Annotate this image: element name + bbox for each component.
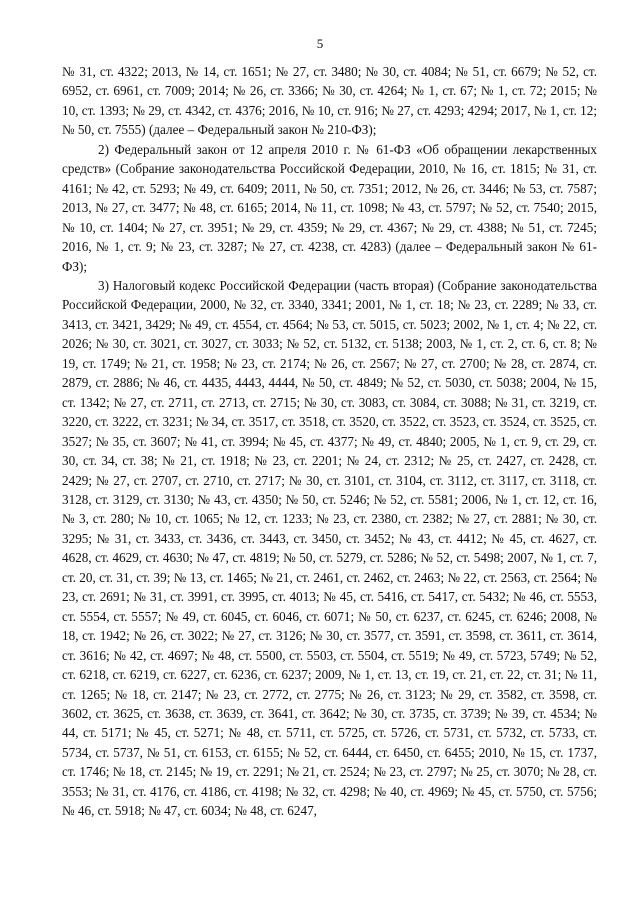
page-number: 5: [316, 36, 324, 51]
paragraph-item-2: 2) Федеральный закон от 12 апреля 2010 г. № 61-ФЗ «Об обращении лекарственных средств» (Собрание законодательства Российской Федерации, 2010, № 16, ст. 1815; № 31, ст. 4161; № 42, ст. 5293; № 49, ст. 6409; 2011, № 50, ст. 7351; 2012, № 26, ст. 3446; № 53, ст. 7587; 2013, № 27, ст. 3477; № 48, ст. 6165; 2014, № 11, ст. 1098; № 43, ст. 5797; № 52, ст. 7540; 2015, № 10, ст. 1404; № 27, ст. 3951; № 29, ст. 4359; № 29, ст. 4367; № 29, ст. 4388; № 51, ст. 7245; 2016, № 1, ст. 9; № 23, ст. 3287; № 27, ст. 4238, ст. 4283) (далее – Федеральный закон № 61-ФЗ);: [62, 141, 597, 274]
document-body: [62, 62, 597, 821]
paragraph-item-3: 3) Налоговый кодекс Российской Федерации (часть вторая) (Собрание законодательства Российской Федерации, 2000, № 32, ст. 3340, 3341; 2001, № 1, ст. 18; № 23, ст. 2289; № 33, ст. 3413, ст. 3421, 3429; № 49, ст. 4554, ст. 4564; № 53, ст. 5015, ст. 5023; 2002, № 1, ст. 4; № 22, ст. 2026; № 30, ст. 3021, ст. 3027, ст. 3033; № 52, ст. 5132, ст. 5138; 2003, № 1, ст. 2, ст. 6, ст. 8; № 19, ст. 1749; № 21, ст. 1958; № 23, ст. 2174; № 26, ст. 2567; № 27, ст. 2700; № 28, ст. 2874, ст. 2879, ст. 2886; № 46, ст. 4435, 4443, 4444, № 50, ст. 4849; № 52, ст. 5030, ст. 5038; 2004, № 15, ст. 1342; № 27, ст. 2711, ст. 2713, ст. 2715; № 30, ст. 3083, ст. 3084, ст. 3088; № 31, ст. 3219, ст. 3220, ст. 3222, ст. 3231; № 34, ст. 3517, ст. 3518, ст. 3520, ст. 3522, ст. 3523, ст. 3524, ст. 3525, ст. 3527; № 35, ст. 3607; № 41, ст. 3994; № 45, ст. 4377; № 49, ст. 4840; 2005, № 1, ст. 9, ст. 29, ст. 30, ст. 34, ст. 38; № 21, ст. 1918; № 23, ст. 2201; № 24, ст. 2312; № 25, ст. 2427, ст. 2428, ст. 2429; № 27, ст. 2707, ст. 2710, ст. 2717; № 30, ст. 3101, ст. 3104, ст. 3112, ст. 3117, ст. 3118, ст. 3128, ст. 3129, ст. 3130; № 43, ст. 4350; № 50, ст. 5246; № 52, ст. 5581; 2006, № 1, ст. 12, ст. 16, № 3, ст. 280; № 10, ст. 1065; № 12, ст. 1233; № 23, ст. 2380, ст. 2382; № 27, ст. 2881; № 30, ст. 3295; № 31, ст. 3433, ст. 3436, ст. 3443, ст. 3450, ст. 3452; № 43, ст. 4412; № 45, ст. 4627, ст. 4628, ст. 4629, ст. 4630; № 47, ст. 4819; № 50, ст. 5279, ст. 5286; № 52, ст. 5498; 2007, № 1, ст. 7, ст. 20, ст. 31, ст. 39; № 13, ст. 1465; № 21, ст. 2461, ст. 2462, ст. 2463; № 22, ст. 2563, ст. 2564; № 23, ст. 2691; № 31, ст. 3991, ст. 3995, ст. 4013; № 45, ст. 5416, ст. 5417, ст. 5432; № 46, ст. 5553, ст. 5554, ст. 5557; № 49, ст. 6045, ст. 6046, ст. 6071; № 50, ст. 6237, ст. 6245, ст. 6246; 2008, № 18, ст. 1942; № 26, ст. 3022; № 27, ст. 3126; № 30, ст. 3577, ст. 3591, ст. 3598, ст. 3611, ст. 3614, ст. 3616; № 42, ст. 4697; № 48, ст. 5500, ст. 5503, ст. 5504, ст. 5519; № 49, ст. 5723, 5749; № 52, ст. 6218, ст. 6219, ст. 6227, ст. 6236, ст. 6237; 2009, № 1, ст. 13, ст. 19, ст. 21, ст. 22, ст. 31; № 11, ст. 1265; № 18, ст. 2147; № 23, ст. 2772, ст. 2775; № 26, ст. 3123; № 29, ст. 3582, ст. 3598, ст. 3602, ст. 3625, ст. 3638, ст. 3639, ст. 3641, ст. 3642; № 30, ст. 3735, ст. 3739; № 39, ст. 4534; № 44, ст. 5171; № 45, ст. 5271; № 48, ст. 5711, ст. 5725, ст. 5726, ст. 5731, ст. 5732, ст. 5733, ст. 5734, ст. 5737, № 51, ст. 6153, ст. 6155; № 52, ст. 6444, ст. 6450, ст. 6455; 2010, № 15, ст. 1737, ст. 1746; № 18, ст. 2145; № 19, ст. 2291; № 21, ст. 2524; № 23, ст. 2797; № 25, ст. 3070; № 28, ст. 3553; № 31, ст. 4176, ст. 4186, ст. 4198; № 32, ст. 4298; № 40, ст. 4969; № 45, ст. 5750, ст. 5756; № 46, ст. 5918; № 47, ст. 6034; № 48, ст. 6247,: [62, 277, 597, 819]
paragraph-continuation: № 31, ст. 4322; 2013, № 14, ст. 1651; № 27, ст. 3480; № 30, ст. 4084; № 51, ст. 6679; № 52, ст. 6952, ст. 6961, ст. 7009; 2014; № 26, ст. 3366; № 30, ст. 4264; № 1, ст. 67; № 1, ст. 72; 2015; № 10, ст. 1393; № 29, ст. 4342, ст. 4376; 2016, № 10, ст. 916; № 27, ст. 4293; 4294; 2017, № 1, ст. 12; № 50, ст. 7555) (далее – Федеральный закон № 210-ФЗ);: [62, 64, 597, 138]
